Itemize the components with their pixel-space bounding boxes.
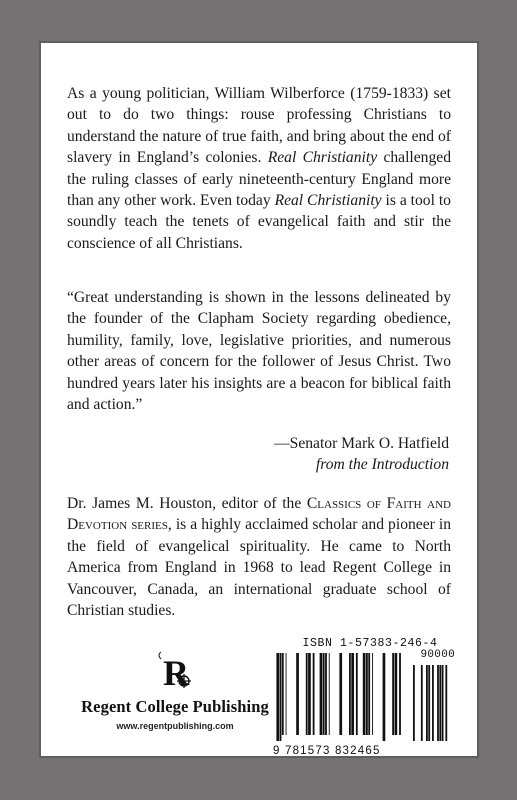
book-title-italic: Real Christianity — [267, 149, 378, 167]
description-text-1: As a young politician, William Wilberforce (1759-1833) set out to do two things: rouse professing Christians to understand the nature of true faith, and bring about the end of slavery in England’s colonies. — [67, 85, 451, 167]
book-title-italic: Real Christianity — [274, 192, 382, 210]
description-text-2: challenged the ruling classes of early nineteenth-century England more than any other work. Even today — [67, 149, 451, 210]
barcode-addon-number: 90000 — [420, 649, 455, 661]
isbn-label: ISBN 1-57383-246-4 — [302, 637, 438, 650]
barcode-bars-icon — [273, 653, 455, 749]
editor-bio-text-2: , is a highly acclaimed scholar and pioneer in the field of evangelical spirituality. He came to North America from England in 1968 to lead Regent College in Vancouver, Canada, an international graduate school of Christian studies. — [67, 516, 452, 620]
publisher-logo-letter: R — [163, 653, 189, 693]
series-name: Classics of Faith and Devotion series — [67, 495, 451, 534]
endorser-name: —Senator Mark O. Hatfield — [274, 435, 449, 452]
endorsement-attribution — [274, 433, 449, 476]
back-cover-panel — [41, 43, 477, 756]
endorsement-source: from the Introduction — [315, 456, 449, 474]
publisher-url: www.regentpublishing.com — [116, 721, 234, 731]
publisher-r-emblem-icon — [155, 651, 195, 695]
book-description — [67, 83, 451, 254]
barcode — [273, 649, 455, 757]
endorsement-quote: “Great understanding is shown in the lessons delineated by the founder of the Clapham Society regarding obedience, humility, family, love, legislative priorities, and numerous other areas of concern for the follower of Jesus Christ. Two hundred years later his insights are a beacon for biblical faith and action.” — [67, 289, 451, 414]
barcode-ean-digits: 9 781573 832465 — [273, 745, 381, 757]
publisher-name: Regent College Publishing — [81, 697, 269, 716]
editor-bio — [67, 493, 451, 621]
editor-bio-text-1: Dr. James M. Houston, editor of the — [67, 495, 307, 512]
description-text-3: is a tool to soundly teach the tenets of evangelical faith and stir the conscience of all Christians. — [67, 192, 451, 252]
publisher-logo — [75, 651, 275, 731]
